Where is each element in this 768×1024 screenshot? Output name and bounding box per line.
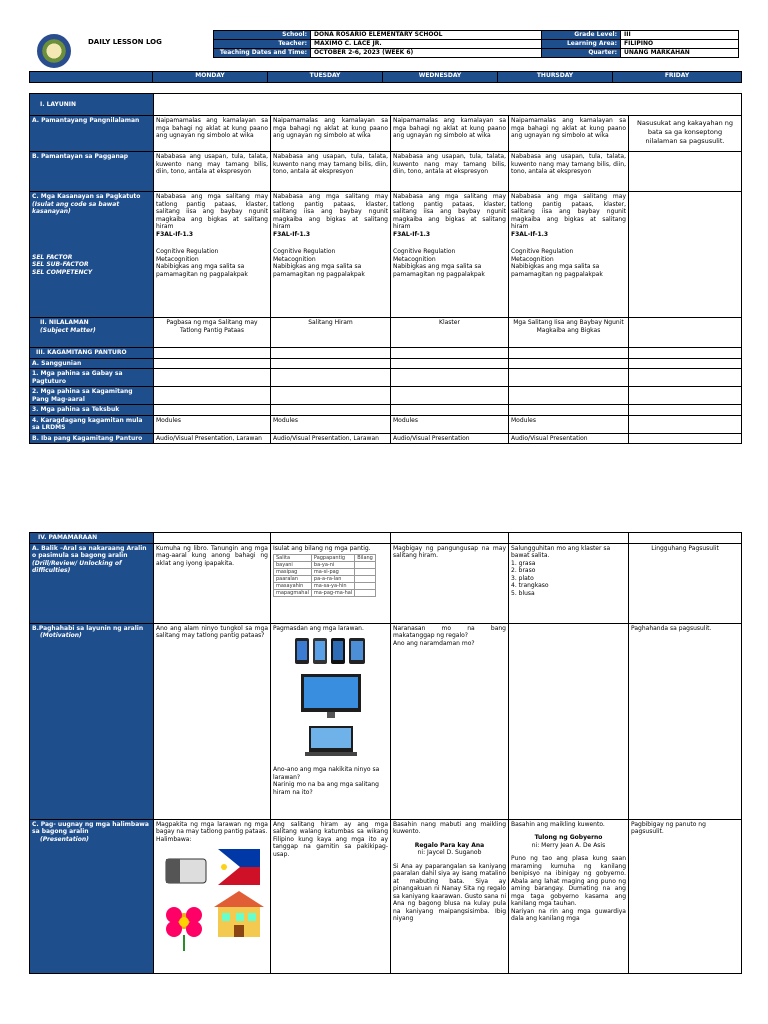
school-seal-icon bbox=[31, 28, 75, 72]
a-tuesday: Naipamamalas ang kamalayan sa mga bahagi ng aklat at kung paano ang ugnayan ng simbolo at wika bbox=[271, 116, 391, 152]
pamamaraan-heading: IV. PAMAMARAAN bbox=[30, 533, 154, 544]
gabay-label: 1. Mga pahina sa Gabay sa Pagtuturo bbox=[30, 369, 154, 387]
pag-uugnay-tuesday: Ang salitang hiram ay ang mga salitang walang katumbas sa wikang Filipino kung kaya ang mga ito ay tanggap na gamitin sa pakikipag-usap. bbox=[271, 819, 391, 973]
quarter-label: Quarter: bbox=[542, 49, 621, 58]
grade-value: III bbox=[621, 31, 739, 40]
day-friday: FRIDAY bbox=[613, 72, 742, 83]
teacher-label: Teacher: bbox=[214, 40, 311, 49]
nilalaman-wednesday: Klaster bbox=[391, 318, 509, 348]
objectives-table bbox=[29, 93, 742, 444]
balik-aral-friday: Lingguhang Pagsusulit bbox=[629, 543, 742, 623]
area-label: Learning Area: bbox=[542, 40, 621, 49]
modules-thursday: Modules bbox=[509, 415, 629, 433]
dates-value: OCTOBER 2-6, 2023 (WEEK 6) bbox=[311, 49, 542, 58]
iba-pang-kagamitan-label: B. Iba pang Kagamitang Panturo bbox=[30, 433, 154, 444]
pag-uugnay-label: C. Pag- uugnay ng mga halimbawa sa bagong aralin (Presentation) bbox=[30, 819, 154, 973]
day-wednesday: WEDNESDAY bbox=[383, 72, 498, 83]
av-wednesday: Audio/Visual Presentation bbox=[391, 433, 509, 444]
school-value: DONA ROSARIO ELEMENTARY SCHOOL bbox=[311, 31, 542, 40]
pag-uugnay-monday: Magpakita ng mga larawan ng mga bagay na may tatlong pantig pataas. Halimbawa: bbox=[154, 819, 271, 973]
paghahabi-wednesday: Naranasan mo na bang makatanggap ng regalo? Ano ang naramdaman mo? bbox=[391, 623, 509, 819]
kasanayan-label: C. Mga Kasanayan sa Pagkatuto (Isulat ang code sa bawat kasanayan) SEL FACTOR SEL SUB-FACTOR SEL COMPETENCY bbox=[30, 192, 154, 318]
balik-aral-wednesday: Magbigay ng pangungusap na may salitang hiram. bbox=[391, 543, 509, 623]
b-wednesday: Nababasa ang usapan, tula, talata, kuwento nang may tamang bilis, diin, tono, antala at ekspresyon bbox=[391, 152, 509, 192]
c-monday: Nababasa ang mga salitang may tatlong pantig pataas, klaster, salitang iisa ang baybay ngunit magkaiba ang bigkas at salitang hiram F3AL-If-1.3 Cognitive Regulation Metacognition Nabibigkas ang mga salita sa pamamagitan ng pagpalakpak bbox=[154, 192, 271, 318]
balik-aral-monday: Kumuha ng libro. Tanungin ang mga mag-aaral kung anong bahagi ng aklat ang iyong ipapakita. bbox=[154, 543, 271, 623]
day-monday: MONDAY bbox=[153, 72, 268, 83]
paghahabi-friday: Paghahanda sa pagsusulit. bbox=[629, 623, 742, 819]
kagamitang-pang-mag-aaral-label: 2. Mga pahina sa Kagamitang Pang Mag-aaral bbox=[30, 387, 154, 405]
day-tuesday: TUESDAY bbox=[268, 72, 383, 83]
c-thursday: Nababasa ang mga salitang may tatlong pantig pataas, klaster, salitang iisa ang baybay ngunit magkaiba ang bigkas at salitang hiram F3AL-If-1.3 Cognitive Regulation Metacognition Nabibigkas ang mga salita sa pamamagitan ng pagpalakpak bbox=[509, 192, 629, 318]
teksbuk-label: 3. Mga pahina sa Teksbuk bbox=[30, 405, 154, 416]
av-monday: Audio/Visual Presentation, Larawan bbox=[154, 433, 271, 444]
nilalaman-tuesday: Salitang Hiram bbox=[271, 318, 391, 348]
nilalaman-label: II. NILALAMAN (Subject Matter) bbox=[30, 318, 154, 348]
a-friday: Nasusukat ang kakayahan ng bata sa ga konseptong nilalaman sa pagsusulit. bbox=[629, 116, 742, 152]
a-monday: Naipamamalas ang kamalayan sa mga bahagi ng aklat at kung paano ang ugnayan ng simbolo at wika bbox=[154, 116, 271, 152]
day-thursday: THURSDAY bbox=[498, 72, 613, 83]
area-value: FILIPINO bbox=[621, 40, 739, 49]
a-wednesday: Naipamamalas ang kamalayan sa mga bahagi ng aklat at kung paano ang ugnayan ng simbolo at wika bbox=[391, 116, 509, 152]
pag-uugnay-friday: Pagbibigay ng panuto ng pagsusulit. bbox=[629, 819, 742, 973]
balik-aral-tuesday: Isulat ang bilang ng mga pantig. Salita Pagpapantig Bilang bayani ba-ya-ni masipag ma-si-pag paaralan pa-a-ra-lan masayahin ma-sa-ya-hin mapagmahal ma-pag-ma-hal bbox=[271, 543, 391, 623]
school-label: School: bbox=[214, 31, 311, 40]
modules-tuesday: Modules bbox=[271, 415, 391, 433]
days-row bbox=[29, 71, 742, 83]
grade-label: Grade Level: bbox=[542, 31, 621, 40]
nilalaman-thursday: Mga Salitang Iisa ang Baybay Ngunit Magkaiba ang Bigkas bbox=[509, 318, 629, 348]
b-thursday: Nababasa ang usapan, tula, talata, kuwento nang may tamang bilis, diin, tono, antala at ekspresyon bbox=[509, 152, 629, 192]
pag-uugnay-thursday: Basahin ang maikling kuwento. Tulong ng Gobyerno ni: Merry Jean A. De Asis Puno ng tao ang plasa kung saan maraming kumuha ng kanilang benipisyo na ibinigay ng gobyerno. Abala ang lahat maging ang puno ng aming barangay. Dumating na ang mga taga gobyerno kasama ang kanilang mga tauhan. Nariyan na rin ang mga guwardiya dala ang kanilang mga bbox=[509, 819, 629, 973]
pamantayang-pangnilalaman-label: A. Pamantayang Pangnilalaman bbox=[30, 116, 154, 152]
paghahabi-label: B.Paghahabi sa layunin ng aralin (Motivation) bbox=[30, 623, 154, 819]
a-thursday: Naipamamalas ang kamalayan sa mga bahagi ng aklat at kung paano ang ugnayan ng simbolo at wika bbox=[509, 116, 629, 152]
paghahabi-tuesday: Pagmasdan ang mga larawan. Ano-ano ang mga nakikita ninyo sa larawan? Narinig mo na ba ang mga salitang hiram na ito? bbox=[271, 623, 391, 819]
teacher-value: MAXIMO C. LACE JR. bbox=[311, 40, 542, 49]
av-thursday: Audio/Visual Presentation bbox=[509, 433, 629, 444]
modules-monday: Modules bbox=[154, 415, 271, 433]
kagamitan-label: III. KAGAMITANG PANTURO bbox=[30, 348, 154, 359]
sanggunian-label: A. Sanggunian bbox=[30, 358, 154, 369]
procedure-table bbox=[29, 532, 742, 974]
b-monday: Nababasa ang usapan, tula, talata, kuwento nang may tamang bilis, diin, tono, antala at ekspresyon bbox=[154, 152, 271, 192]
b-tuesday: Nababasa ang usapan, tula, talata, kuwento nang may tamang bilis, diin, tono, antala at ekspresyon bbox=[271, 152, 391, 192]
example-pictures-image bbox=[160, 845, 264, 953]
nilalaman-monday: Pagbasa ng mga Salitang may Tatlong Pantig Pataas bbox=[154, 318, 271, 348]
document-title: DAILY LESSON LOG bbox=[88, 38, 162, 46]
balik-aral-label: A. Balik –Aral sa nakaraang Aralin o pasimula sa bagong aralin (Drill/Review/ Unlocking of difficulties) bbox=[30, 543, 154, 623]
layunin-heading: I. LAYUNIN bbox=[30, 94, 154, 116]
c-wednesday: Nababasa ang mga salitang may tatlong pantig pataas, klaster, salitang iisa ang baybay ngunit magkaiba ang bigkas at salitang hiram F3AL-If-1.3 Cognitive Regulation Metacognition Nabibigkas ang mga salita sa pamamagitan ng pagpalakpak bbox=[391, 192, 509, 318]
paghahabi-monday: Ano ang alam ninyo tungkol sa mga salitang may tatlong pantig pataas? bbox=[154, 623, 271, 819]
pag-uugnay-wednesday: Basahin nang mabuti ang maikling kuwento. Regalo Para kay Ana ni: Jaycel D. Suganob Si Ana ay paparangalan sa kaniyang paaralan dahil siya ay isang matalino at mabuting bata. Siya ay pinangakuan ni Nanay Sita ng regalo sa kaniyang kaarawan. Gusto sana ni Ana ng bagong blusa na kulay pula na kaniyang maipangsisimba. Ibig niyang bbox=[391, 819, 509, 973]
modules-wednesday: Modules bbox=[391, 415, 509, 433]
pamantayan-pagganap-label: B. Pamantayan sa Pagganap bbox=[30, 152, 154, 192]
lrdms-label: 4. Karagdagang kagamitan mula sa LRDMS bbox=[30, 415, 154, 433]
av-tuesday: Audio/Visual Presentation, Larawan bbox=[271, 433, 391, 444]
quarter-value: UNANG MARKAHAN bbox=[621, 49, 739, 58]
syllable-table: Salita Pagpapantig Bilang bayani ba-ya-ni masipag ma-si-pag paaralan pa-a-ra-lan masayahin ma-sa-ya-hin mapagmahal ma-pag-ma-hal bbox=[273, 554, 376, 597]
header-info-table bbox=[213, 30, 739, 58]
gadget-pictures-image bbox=[291, 634, 371, 764]
dates-label: Teaching Dates and Time: bbox=[214, 49, 311, 58]
balik-aral-thursday: Salungguhitan mo ang klaster sa bawat salita. 1. grasa 2. braso 3. plato 4. trangkaso 5. blusa bbox=[509, 543, 629, 623]
c-tuesday: Nababasa ang mga salitang may tatlong pantig pataas, klaster, salitang iisa ang baybay ngunit magkaiba ang bigkas at salitang hiram F3AL-If-1.3 Cognitive Regulation Metacognition Nabibigkas ang mga salita sa pamamagitan ng pagpalakpak bbox=[271, 192, 391, 318]
